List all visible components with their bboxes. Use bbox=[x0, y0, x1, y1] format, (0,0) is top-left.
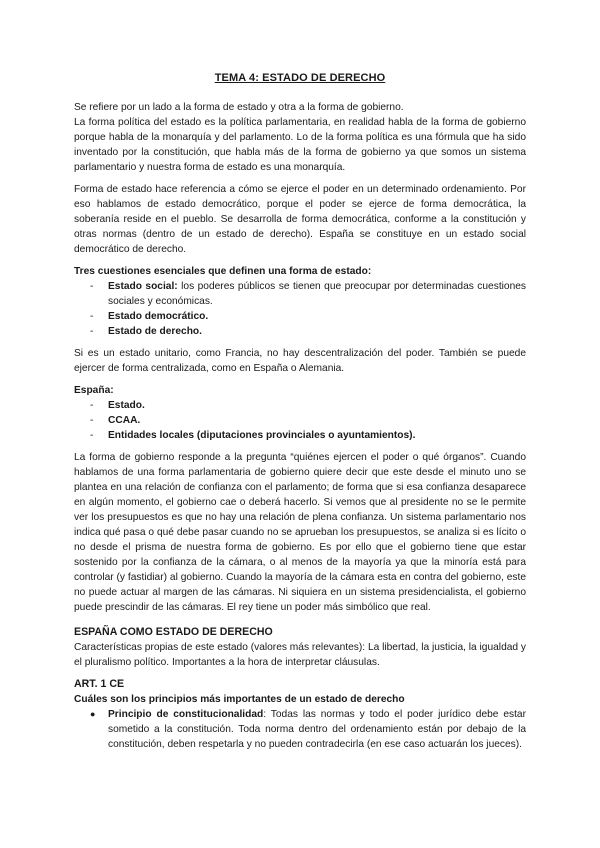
paragraph-forma-politica: La forma política del estado es la política parlamentaria, en realidad habla de la forma de gobierno porque habla de la monarquía y del parlamento. Lo de la forma política es una fórmula que ha sido inventado por la constitución, que habla más de la forma de gobierno ya que somos un sistema parlamentario y nuestra forma de estado es una monarquía. bbox=[74, 117, 526, 173]
dash-marker: - bbox=[90, 326, 94, 337]
list-item: - CCAA. bbox=[90, 415, 141, 426]
list-principios bbox=[74, 707, 526, 752]
heading-espana: España: bbox=[74, 385, 114, 396]
list-espana bbox=[74, 398, 526, 443]
list-item: - Entidades locales (diputaciones provinciales o ayuntamientos). bbox=[90, 430, 416, 441]
dash-marker: - bbox=[90, 281, 94, 292]
page-title: TEMA 4: ESTADO DE DERECHO bbox=[214, 72, 386, 84]
subheading-principios: Cuáles son los principios más importantes de un estado de derecho bbox=[74, 694, 405, 705]
heading-art-1: ART. 1 CE bbox=[74, 678, 125, 690]
heading-cuestiones: Tres cuestiones esenciales que definen una forma de estado: bbox=[74, 266, 372, 277]
paragraph-intro: Se refiere por un lado a la forma de estado y otra a la forma de gobierno. bbox=[74, 102, 404, 113]
section-heading-estado-derecho: ESPAÑA COMO ESTADO DE DERECHO bbox=[74, 626, 273, 638]
list-item: - Estado democrático. bbox=[90, 311, 209, 322]
paragraph-caracteristicas: Características propias de este estado (valores más relevantes): La libertad, la justicia, la igualdad y el pluralismo político. Importantes a la hora de interpretar cláusulas. bbox=[74, 642, 526, 668]
list-item: - Estado de derecho. bbox=[90, 326, 202, 337]
bullet-marker: ● bbox=[90, 709, 96, 719]
dash-marker: - bbox=[90, 415, 94, 426]
list-item: - Estado. bbox=[90, 400, 145, 411]
document-body bbox=[74, 100, 526, 752]
dash-marker: - bbox=[90, 430, 94, 441]
paragraph-estado-unitario: Si es un estado unitario, como Francia, no hay descentralización del poder. También se puede ejercer de forma centralizada, como en España o Alemania. bbox=[74, 348, 526, 374]
paragraph-forma-gobierno: La forma de gobierno responde a la pregunta “quiénes ejercen el poder o qué órganos”. Cuando hablamos de una forma parlamentaria de gobierno quiere decir que este desde el minuto uno se plantea en una relación de confianza con el parlamento; de forma que si esa confianza desaparece en algún momento, el gobierno cae o deberá hacerlo. Si vemos que al presidente no se le permite ver los presupuestos es que no hay una relación de plena confianza. Un sistema parlamentario nos indica qué pasa o qué debe pasar cuando no se aprueban los presupuestos, se analiza si es lícito o no desde el prisma de nuestra forma de gobierno. Es por ello que el gobierno tiene que estar sostenido por la confianza de la cámara, o al menos de la mayoría ya que la minoría está para controlar (y fastidiar) al gobierno. Cuando la mayoría de la cámara esta en contra del gobierno, este no puede actuar al margen de las cámaras. Ni siquiera en un sistema presidencialista, el gobierno puede prescindir de las cámaras. El rey tiene un poder más simbólico que real. bbox=[74, 452, 526, 613]
list-item: ● Principio de constitucionalidad: Todas las normas y todo el poder jurídico debe estar sometido a la constitución. Toda norma dentro del ordenamiento están por debajo de la constitución, deben respetarla y no pueden contradecirla (en ese caso actuarán los jueces). bbox=[90, 709, 526, 750]
list-cuestiones bbox=[74, 279, 526, 339]
list-item: - Estado social: los poderes públicos se tienen que preocupar por determinadas cuestiones sociales y económicas. bbox=[90, 281, 527, 307]
dash-marker: - bbox=[90, 311, 94, 322]
dash-marker: - bbox=[90, 400, 94, 411]
paragraph-forma-estado: Forma de estado hace referencia a cómo se ejerce el poder en un determinado ordenamiento. Por eso hablamos de estado democrático, porque el poder se ejerce de forma democrática, la soberanía reside en el pueblo. Se desarrolla de forma democrática, conforme a la constitución y otras normas (dentro de un estado de derecho). España se constituye en un estado social democrático de derecho. bbox=[74, 184, 526, 255]
